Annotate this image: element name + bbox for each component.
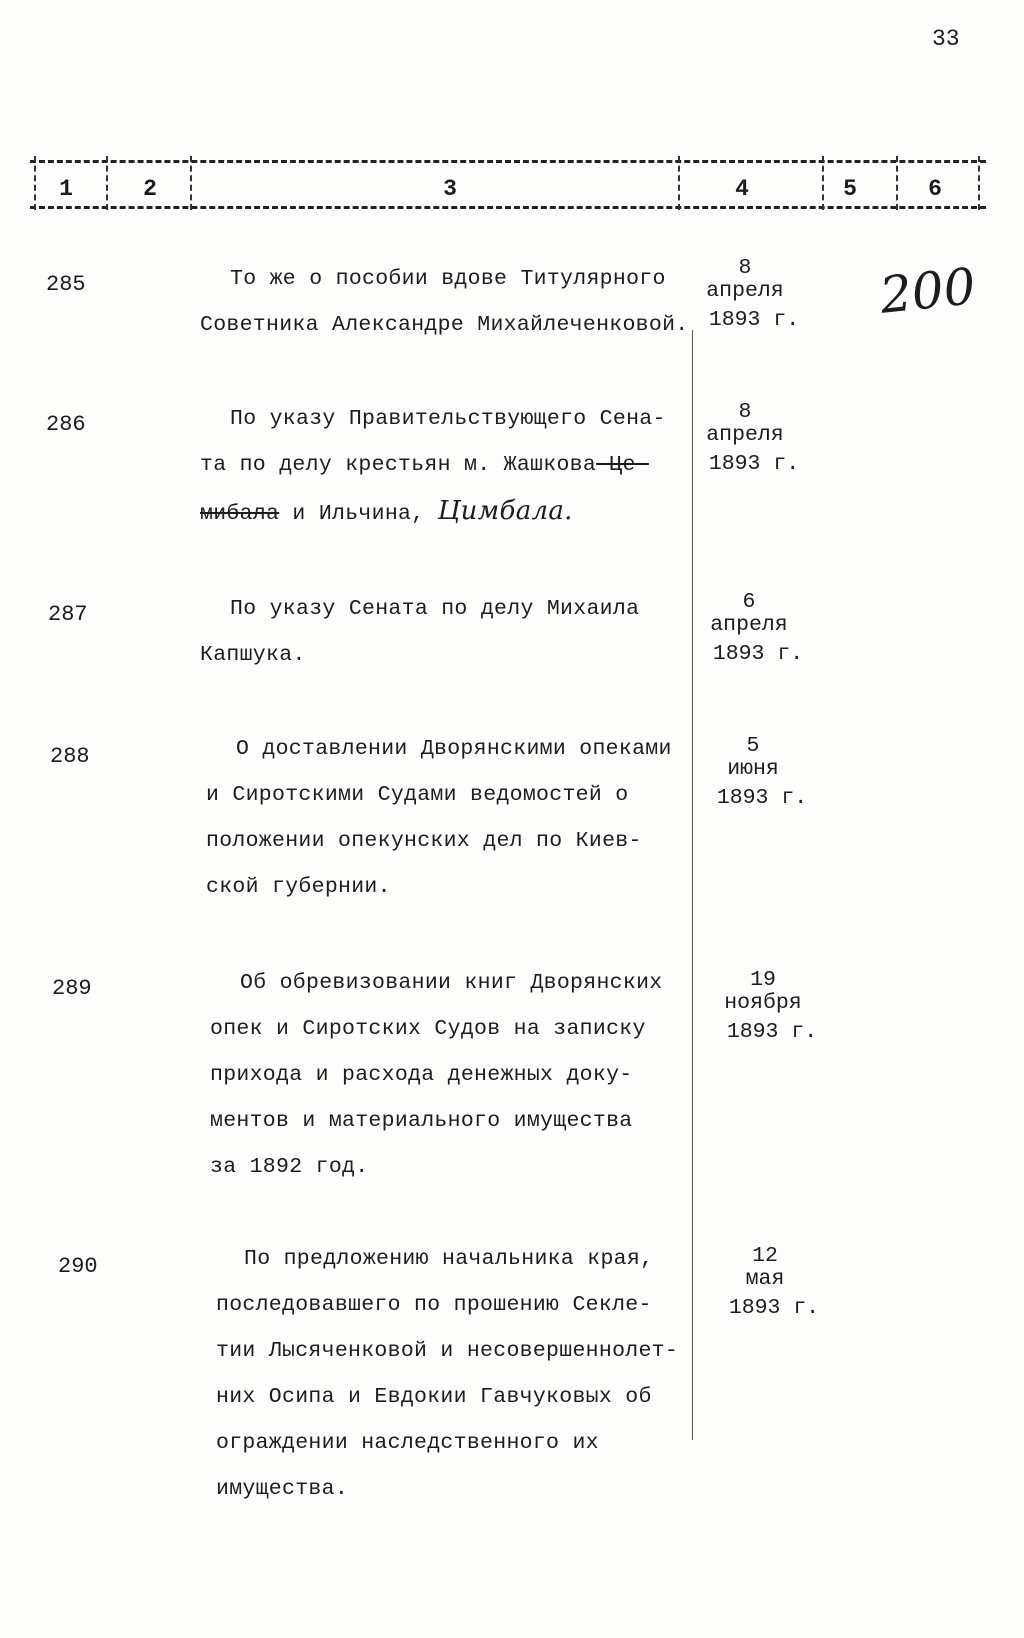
date-year: 1893 г.: [712, 642, 804, 666]
date-month: апреля: [710, 613, 788, 637]
column-number-5: 5: [843, 176, 857, 202]
entry-description: [200, 396, 666, 534]
date-day: 19: [750, 968, 776, 992]
entry-date: [698, 968, 828, 1050]
page-number: 33: [932, 26, 960, 52]
column-number-3: 3: [443, 176, 457, 202]
entry-line: По указу Правительствующего Сена-: [230, 407, 666, 431]
date-day: 8: [738, 400, 752, 424]
entry-date: [680, 256, 810, 338]
column-rule: [692, 330, 693, 1440]
entry-date: [700, 1244, 830, 1326]
column-divider: [896, 156, 898, 210]
entry-line: ментов и материального имущества: [210, 1109, 633, 1133]
date-day: 8: [738, 256, 752, 280]
date-month: мая: [745, 1267, 785, 1291]
entry-line: ской губернии.: [206, 875, 391, 899]
entry-line: Советника Александре Михайлеченковой.: [200, 313, 689, 337]
column-number-2: 2: [143, 176, 157, 202]
struck-text: мибала: [200, 502, 280, 526]
entry-line: Капшука.: [200, 643, 306, 667]
column-number-1: 1: [59, 176, 73, 202]
column-number-6: 6: [928, 176, 942, 202]
date-year: 1893 г.: [716, 786, 808, 810]
entry-line: По указу Сената по делу Михаила: [230, 597, 640, 621]
column-number-4: 4: [735, 176, 749, 202]
entry-number: 289: [52, 976, 92, 1001]
date-month: апреля: [706, 279, 784, 303]
header-bottom-rule: [30, 206, 986, 209]
date-day: 12: [752, 1244, 778, 1268]
handwritten-insert: Цимбала.: [437, 496, 573, 526]
entry-line: Об обревизовании книг Дворянских: [240, 971, 663, 995]
entry-line: тии Лысяченковой и несовершеннолет-: [216, 1339, 679, 1363]
column-divider: [822, 156, 824, 210]
column-divider: [106, 156, 108, 210]
entry-line: [200, 442, 666, 488]
date-month: ноября: [724, 991, 802, 1015]
entry-line: О доставлении Дворянскими опеками: [236, 737, 672, 761]
margin-note: 200: [877, 257, 979, 325]
struck-text: -Це-: [596, 453, 649, 477]
entry-description: [216, 1236, 678, 1512]
entry-description: [210, 960, 662, 1190]
date-day: 6: [742, 590, 756, 614]
entry-date: [688, 734, 818, 816]
header-top-rule: [30, 160, 986, 163]
entry-description: [206, 726, 672, 910]
entry-date: [680, 400, 810, 482]
entry-line: По предложению начальника края,: [244, 1247, 654, 1271]
column-divider: [678, 156, 680, 210]
column-divider: [34, 156, 36, 210]
entry-number: 287: [48, 602, 88, 627]
entry-number: 286: [46, 412, 86, 437]
entry-line: и Сиротскими Судами ведомостей о: [206, 783, 629, 807]
column-divider: [190, 156, 192, 210]
entry-number: 285: [46, 272, 86, 297]
column-header-strip: [30, 156, 986, 214]
entry-line: последовавшего по прошению Секле-: [216, 1293, 652, 1317]
date-day: 5: [746, 734, 760, 758]
entry-date: [684, 590, 814, 672]
date-year: 1893 г.: [728, 1296, 820, 1320]
entry-line: положении опекунских дел по Киев-: [206, 829, 642, 853]
entry-line: имущества.: [216, 1477, 349, 1501]
entry-description: [200, 256, 688, 348]
entry-line-text: та по делу крестьян м. Жашкова: [200, 453, 597, 477]
date-year: 1893 г.: [708, 452, 800, 476]
date-month: апреля: [706, 423, 784, 447]
entry-number: 288: [50, 744, 90, 769]
entry-line: опек и Сиротских Судов на записку: [210, 1017, 646, 1041]
entry-line: То же о пособии вдове Титулярного: [230, 267, 666, 291]
column-divider: [978, 156, 980, 210]
date-year: 1893 г.: [726, 1020, 818, 1044]
entry-line: прихода и расхода денежных доку-: [210, 1063, 633, 1087]
entry-line: ограждении наследственного их: [216, 1431, 599, 1455]
entry-description: [200, 586, 639, 678]
entry-number: 290: [58, 1254, 98, 1279]
date-month: июня: [727, 757, 779, 781]
entry-line: них Осипа и Евдокии Гавчуковых об: [216, 1385, 652, 1409]
entry-line-text: и Ильчина,: [279, 502, 425, 526]
entry-line: [200, 488, 666, 534]
entry-line: за 1892 год.: [210, 1155, 369, 1179]
date-year: 1893 г.: [708, 308, 800, 332]
